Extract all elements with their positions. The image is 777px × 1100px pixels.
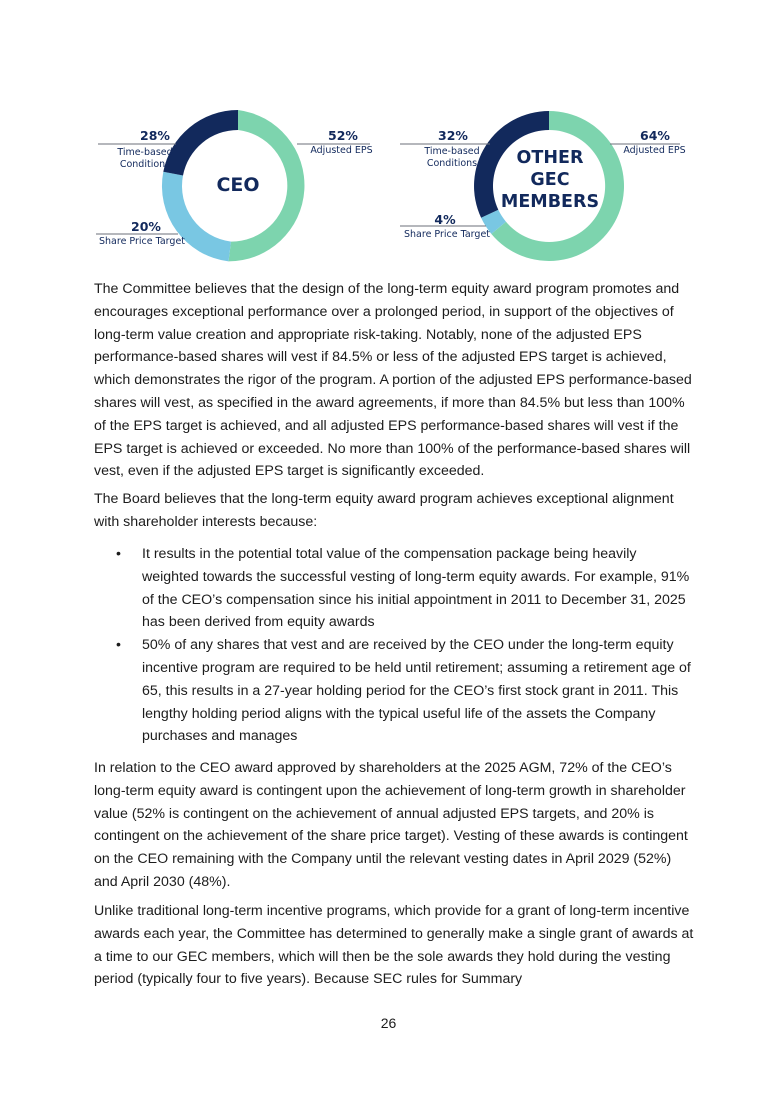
ceo-share-price-pct: 20% (131, 219, 161, 234)
other-share-price-pct: 4% (434, 212, 456, 227)
ceo-share-price-name (99, 236, 209, 248)
ceo-time-based-name (100, 147, 190, 170)
ceo-time-based-pct: 28% (140, 128, 170, 143)
alignment-bullet-list (94, 543, 694, 748)
page-number: 26 (380, 1015, 397, 1031)
other-share-price-label (430, 213, 460, 227)
bullet-icon: • (116, 546, 121, 562)
paragraph-ceo-award (94, 757, 694, 894)
other-time-based-label (430, 129, 476, 143)
other-center-line1: OTHER (516, 148, 584, 168)
other-share-price-text: Share Price Target (404, 229, 491, 240)
other-time-based-name (407, 146, 497, 169)
paragraph-traditional-programs (94, 900, 694, 991)
other-eps-label (630, 129, 680, 143)
bullet-item (94, 543, 694, 634)
paragraph-2-text: The Board believes that the long-term equity award program achieves exceptional alignment with shareholder interests because: (94, 491, 674, 530)
ceo-share-price-text: Share Price Target (99, 236, 186, 247)
paragraph-3-text: In relation to the CEO award approved by shareholders at the 2025 AGM, 72% of the CEO’s long-term equity award is contingent upon the achievement of long-term growth in shareholder value (52% is contingent on the achievement of annual adjusted EPS targets, and 20% is contingent on the achievement of the share price target). Vesting of these awards is contingent on the CEO remaining with the Company until the relevant vesting dates in April 2029 (52%) and April 2030 (48%). (94, 760, 688, 890)
ceo-eps-name (304, 145, 379, 157)
other-eps-name (617, 145, 692, 157)
ceo-eps-text: Adjusted EPS (310, 145, 373, 156)
ceo-share-price-label (126, 220, 166, 234)
other-share-price-name (404, 229, 514, 241)
bullet-item (94, 634, 694, 748)
ceo-time-based-line1: Time-based (117, 147, 173, 158)
ceo-time-based-line2: Conditions (119, 158, 171, 170)
other-center-title (494, 147, 606, 213)
paragraph-board-alignment (94, 488, 694, 534)
ceo-eps-label (318, 129, 368, 143)
other-center-line3: MEMBERS (500, 192, 600, 212)
other-eps-pct: 64% (640, 128, 670, 143)
ceo-time-based-label (132, 129, 178, 143)
ceo-center-title: CEO (216, 174, 260, 196)
bullet-text-2: 50% of any shares that vest and are received by the CEO under the long-term equity incentive program are required to be held until retirement; assuming a retirement age of 65, this results in a 27-year holding period for the CEO’s first stock grant in 2011. This lengthy holding period aligns with the typical useful life of the assets the Company purchases and manages (142, 637, 691, 745)
paragraph-committee-design (94, 278, 694, 483)
other-center-line2: GEC (530, 170, 570, 190)
award-mix-charts (0, 100, 777, 270)
other-time-based-pct: 32% (438, 128, 468, 143)
bullet-icon: • (116, 637, 121, 654)
paragraph-4-text: Unlike traditional long-term incentive programs, which provide for a grant of long-term incentive awards each year, the Committee has determined to generally make a single grant of awards at a time to our GEC members, which will then be the sole awards they hold during the vesting period (typically four to five years). Because SEC rules for Summary (94, 903, 694, 988)
other-time-based-line1: Time-based (424, 146, 480, 157)
ceo-eps-pct: 52% (328, 128, 358, 143)
other-eps-text: Adjusted EPS (623, 145, 686, 156)
paragraph-1-text: The Committee believes that the design of the long-term equity award program promotes and encourages exceptional performance over a prolonged period, in support of the objectives of long-term value creation and appropriate risk-taking. Notably, none of the adjusted EPS performance-based shares will vest if 84.5% or less of the adjusted EPS target is achieved, which demonstrates the rigor of the program. A portion of the adjusted EPS performance-based shares will vest, as specified in the award agreements, if more than 84.5% but less than 100% of the EPS target is achieved, and all adjusted EPS performance-based shares will vest if the EPS target is achieved or exceeded. No more than 100% of the performance-based shares will vest, even if the adjusted EPS target is significantly exceeded. (94, 281, 692, 480)
other-time-based-line2: Conditions (426, 157, 478, 169)
bullet-text-1: It results in the potential total value of the compensation package being heavily weighted towards the successful vesting of long-term equity awards. For example, 91% of the CEO’s compensation since his initial appointment in 2011 to December 31, 2025 has been derived from equity awards (142, 546, 690, 631)
